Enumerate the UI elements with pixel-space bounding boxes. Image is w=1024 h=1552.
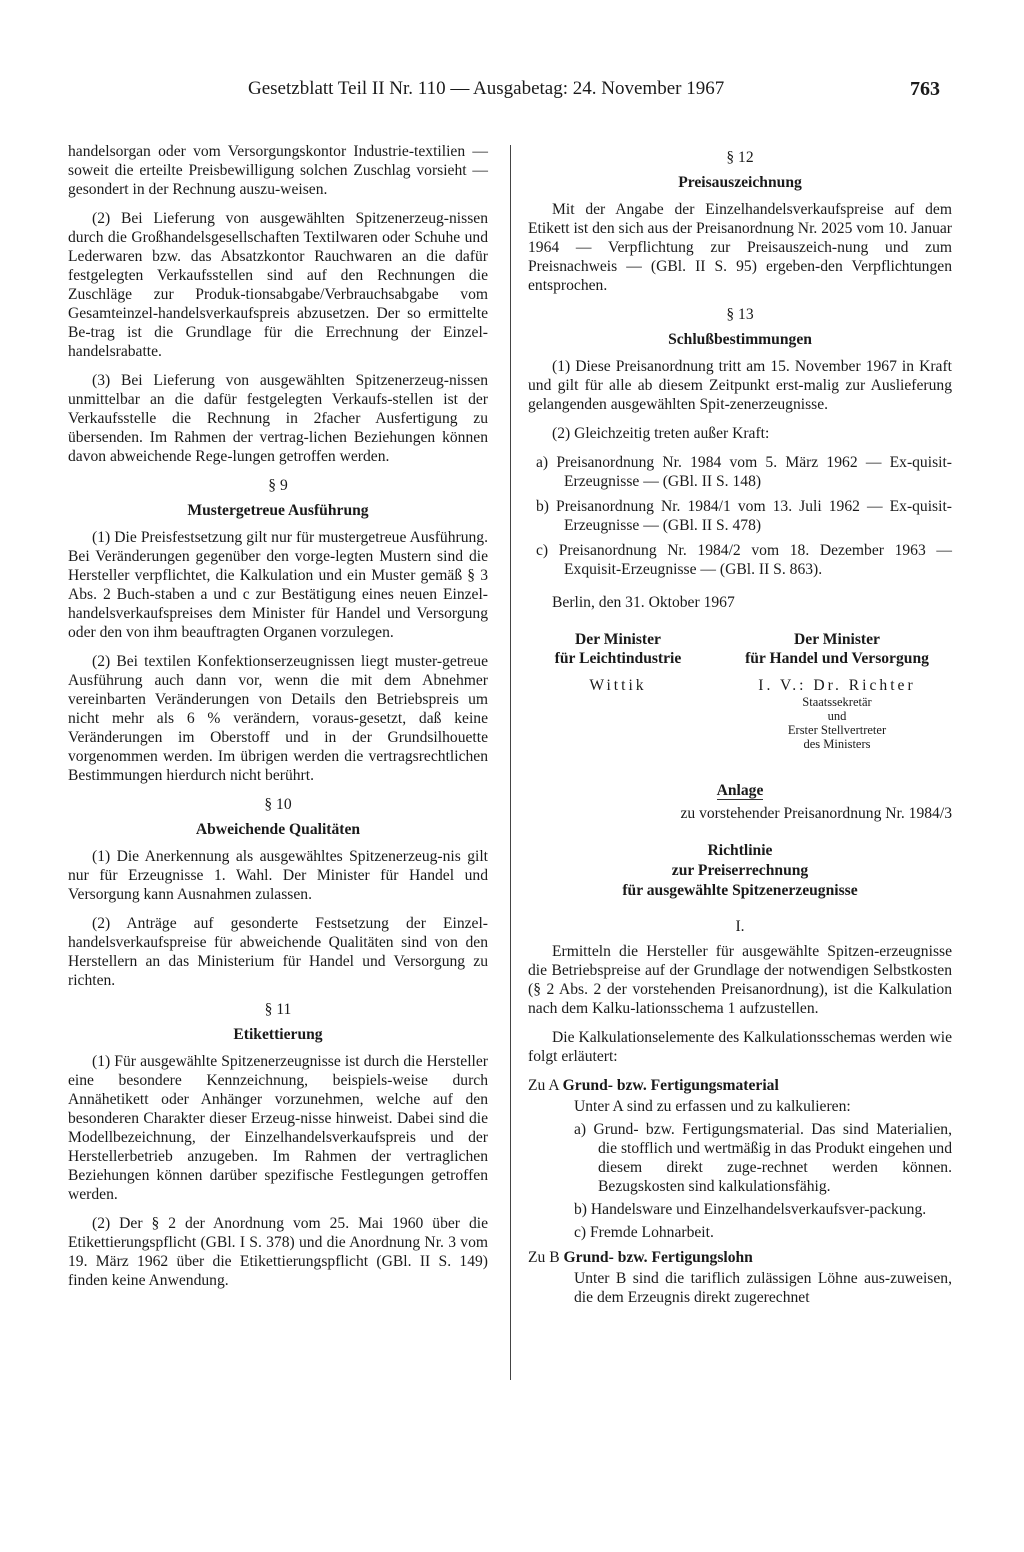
element-body: [528, 1097, 952, 1242]
signature-right: [722, 630, 952, 751]
column-divider: [510, 145, 511, 1380]
list-item: b) Handelsware und Einzelhandelsverkaufsver-packung.: [574, 1201, 927, 1218]
element-intro: Unter B sind die tariflich zulässigen Löhne aus-zuweisen, die dem Erzeugnis direkt zugerechnet: [574, 1270, 952, 1306]
guideline-title-line: für ausgewählte Spitzenerzeugnisse: [622, 882, 858, 899]
element-intro: Unter A sind zu erfassen und zu kalkulieren:: [574, 1098, 851, 1115]
paragraph: (2) Bei Lieferung von ausgewählten Spitzenerzeug-nissen durch die Großhandelsgesellschaften Textilwaren oder Schuhe und Lederwaren bzw. das Absatzkontor Rauchwaren an die dafür festgelegten Verkaufsstellen sind auf den Rechnungen die Zuschläge zur Produk-tionsabgabe/Verbrauchsabgabe vom Gesamteinzel-handelsverkaufspreis abzusetzen. Der so ermittelte Be-trag ist die Grundlage für die Errechnung der Einzel-handelsrabatte.: [68, 210, 488, 360]
signer-title: Der Minister: [575, 631, 661, 648]
signer-ministry: für Leichtindustrie: [554, 650, 682, 667]
annex-subtitle: zu vorstehender Preisanordnung Nr. 1984/3: [680, 805, 952, 822]
paragraph: (2) Anträge auf gesonderte Festsetzung der Einzel-handelsverkaufspreise für abweichende Qualitäten sind von den Herstellern an das Ministerium für Handel und Versorgung zu richten.: [68, 915, 488, 989]
element-heading: [528, 1248, 952, 1267]
guideline-title-line: zur Preiserrechnung: [671, 862, 809, 879]
paragraph: (1) Für ausgewählte Spitzenerzeugnisse ist durch die Hersteller eine besondere Kennzeichnung, beispiels-weise durch Annähetikett oder Anhänger vorzunehmen, welche auf den besonderen Charakter dieser Erzeug-nisse hinweist. Dabei sind die Modellbezeichnung, der Einzelhandelsverkaufspreis und der Herstellerbetrieb anzugeben. Im Rahmen der vertraglichen Beziehungen können darüber spezifische Festlegungen getroffen werden.: [68, 1053, 488, 1203]
section-number: § 9: [268, 477, 288, 494]
section-heading: Schlußbestimmungen: [668, 331, 812, 348]
signer-name: I. V.: Dr. Richter: [758, 677, 916, 694]
section-heading: Preisauszeichnung: [678, 174, 802, 191]
paragraph: (1) Die Anerkennung als ausgewähltes Spitzenerzeug-nis gilt nur für Erzeugnisse 1. Wahl. Der Minister für Handel und Versorgung kann Ausnahmen zulassen.: [68, 848, 488, 903]
section-number: § 10: [264, 796, 292, 813]
signer-title: Der Minister: [794, 631, 880, 648]
paragraph: (1) Die Preisfestsetzung gilt nur für mustergetreue Ausführung. Bei Veränderungen gegenüber den vorge-legten Mustern sind die Hersteller verpflichtet, die Kalkulation und ein Muster gemäß § 3 Abs. 2 Buch-staben a und c zur Bestätigung eines neuen Einzel-handelsverkaufspreises dem Minister für Handel und Versorgung oder den von ihm beauftragten Organen vorzulegen.: [68, 529, 488, 641]
paragraph: (1) Diese Preisanordnung tritt am 15. November 1967 in Kraft und gilt für alle ab diesem Zeitpunkt erst-malig zur Auslieferung gelangenden ausgewählten Spit-zenerzeugnisse.: [528, 358, 952, 413]
paragraph: handelsorgan oder vom Versorgungskontor Industrie-textilien — soweit die erteilte Preisbewilligung solchen Zuschlag vorsieht — gesondert in der Rechnung auszu-weisen.: [68, 143, 488, 198]
date-line: Berlin, den 31. Oktober 1967: [552, 594, 735, 611]
paragraph: Die Kalkulationselemente des Kalkulationsschemas werden wie folgt erläutert:: [528, 1029, 952, 1065]
right-column: [528, 142, 952, 1307]
signer-role: des Ministers: [803, 737, 871, 751]
section-heading: Abweichende Qualitäten: [195, 821, 361, 838]
signature-block: [528, 630, 952, 751]
signer-ministry: für Handel und Versorgung: [745, 650, 929, 667]
signer-name: Wittik: [589, 677, 647, 694]
signature-left: [528, 630, 708, 751]
element-heading: [528, 1076, 952, 1095]
paragraph: Mit der Angabe der Einzelhandelsverkaufspreise auf dem Etikett ist den sich aus der Preisanordnung Nr. 2025 vom 10. Januar 1964 — Verpflichtung zur Preisauszeich-nung und zum Preisnachweis — (GBl. II S. 95) ergeben-den Verpflichtungen entsprochen.: [528, 201, 952, 294]
header-title: Gesetzblatt Teil II Nr. 110 — Ausgabetag: 24. November 1967: [248, 78, 725, 99]
annex-heading: [528, 781, 952, 800]
paragraph: (2) Der § 2 der Anordnung vom 25. Mai 1960 über die Etikettierungspflicht (GBl. I S. 378) und die Anordnung Nr. 3 vom 19. März 1962 über die Etikettierungspflicht (GBl. II S. 149) finden keine Anwendung.: [68, 1215, 488, 1289]
signer-role: Staatssekretär: [802, 695, 872, 709]
list-item: a) Grund- bzw. Fertigungsmaterial. Das sind Materialien, die stofflich und wertmäßig in das Produkt eingehen und diesem direkt zuge-rechnet werden können. Bezugskosten sind kalkulationsfähig.: [574, 1121, 952, 1195]
element-title: Grund- bzw. Fertigungslohn: [563, 1249, 753, 1266]
list-item: c) Fremde Lohnarbeit.: [574, 1224, 714, 1241]
section-number: § 12: [726, 149, 754, 166]
guideline-title: [528, 841, 952, 901]
guideline-title-line: Richtlinie: [707, 842, 773, 859]
section-heading: Etikettierung: [233, 1026, 323, 1043]
element-body: [528, 1269, 952, 1307]
element-label: Zu B: [528, 1249, 560, 1266]
section-number: § 11: [264, 1001, 292, 1018]
left-column: [68, 142, 488, 1300]
section-heading: Mustergetreue Ausführung: [187, 502, 369, 519]
list-item: a) Preisanordnung Nr. 1984 vom 5. März 1962 — Ex-quisit-Erzeugnisse — (GBl. II S. 148): [536, 454, 952, 490]
signer-role: und: [827, 709, 847, 723]
annex-label: Anlage: [716, 782, 764, 799]
page-number: 763: [910, 78, 940, 100]
paragraph: (2) Bei textilen Konfektionserzeugnissen liegt muster-getreue Ausführung auch dann vor, wenn die mit dem Abnehmer vereinbarten Veränderungen von Details den Betriebspreis um nicht mehr als 6 % verändern, voraus-gesetzt, daß keine Veränderungen im Oberstoff und in der Grundsilhouette vorgenommen werden. Im übrigen werden die vertragsrechtlichen Bestimmungen hierdurch nicht berührt.: [68, 653, 488, 784]
paragraph: Ermitteln die Hersteller für ausgewählte Spitzen-erzeugnisse die Betriebspreise auf der Grundlage der notwendigen Selbstkosten (§ 2 Abs. 2 der vorstehenden Preisanordnung), ist die Kalkulation nach dem Kalku-lationsschema 1 aufzustellen.: [528, 943, 952, 1017]
list-item: c) Preisanordnung Nr. 1984/2 vom 18. Dezember 1963 — Exquisit-Erzeugnisse — (GBl. II S. 863).: [536, 542, 952, 578]
page-header: [0, 78, 1024, 104]
section-number: § 13: [726, 306, 754, 323]
element-title: Grund- bzw. Fertigungsmaterial: [562, 1077, 779, 1094]
list-item: b) Preisanordnung Nr. 1984/1 vom 13. Juli 1962 — Ex-quisit-Erzeugnisse — (GBl. II S. 478): [536, 498, 952, 534]
element-label: Zu A: [528, 1077, 559, 1094]
signer-role: Erster Stellvertreter: [787, 723, 887, 737]
paragraph: (2) Gleichzeitig treten außer Kraft:: [552, 425, 770, 442]
roman-numeral: I.: [735, 918, 745, 935]
paragraph: (3) Bei Lieferung von ausgewählten Spitzenerzeug-nissen unmittelbar an die dafür festgelegten Verkaufs-stellen ist der Verkaufsstelle die Rechnung in 2facher Ausfertigung zu übersenden. Im Rahmen der vertrag-lichen Beziehungen können davon abweichende Rege-lungen getroffen werden.: [68, 372, 488, 465]
